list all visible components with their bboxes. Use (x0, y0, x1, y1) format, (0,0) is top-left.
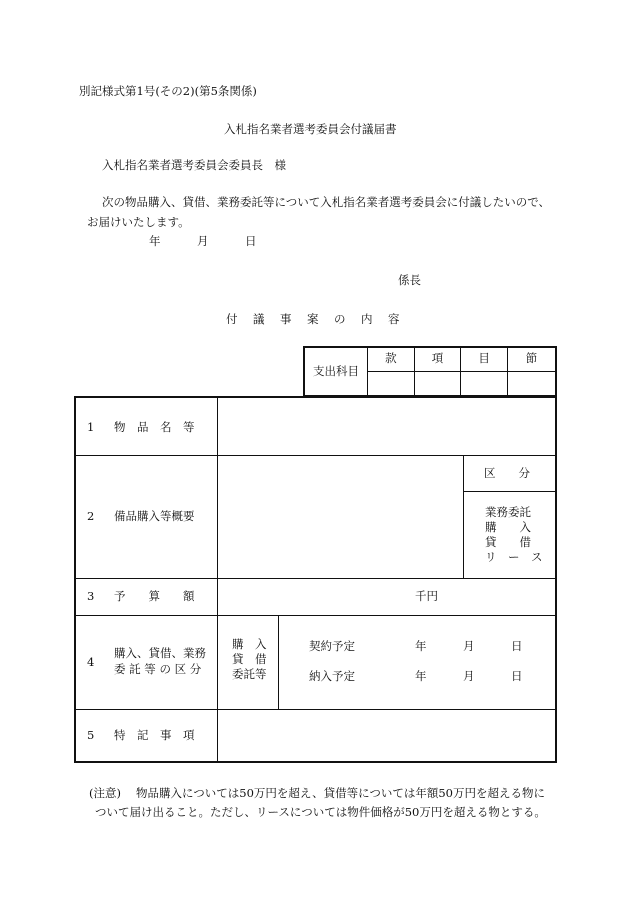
row4-number: 4 (87, 655, 95, 669)
type-lending: 貸 借 (232, 652, 267, 666)
kubun-option-outsourcing: 業務委託 (485, 505, 531, 519)
row3-input[interactable] (218, 579, 555, 615)
delivery-year[interactable]: 年 (415, 669, 427, 683)
row4-label-line2: 委 託 等 の 区 分 (114, 662, 202, 676)
kubun-option-lending: 貸 借 (485, 535, 531, 549)
row2-number: 2 (87, 509, 95, 523)
row2-label: 備品購入等概要 (114, 509, 195, 523)
row5-label: 特 記 事 項 (114, 728, 195, 742)
expense-col-kou: 項 (414, 347, 461, 371)
contract-month[interactable]: 月 (463, 639, 475, 653)
row1-input[interactable] (218, 398, 555, 455)
expense-label: 支出科目 (304, 347, 368, 396)
row3-label: 予 算 額 (114, 589, 195, 603)
expense-cell-kou[interactable] (414, 371, 461, 396)
expense-cell-moku[interactable] (461, 371, 508, 396)
date-day: 日 (245, 234, 257, 248)
contract-day[interactable]: 日 (511, 639, 523, 653)
kubun-option-purchase: 購 入 (485, 520, 531, 534)
section-title: 付 議 事 案 の 内 容 (226, 312, 402, 326)
note-line2: ついて届け出ること。ただし、リースについては物件価格が50万円を超える物とする。 (95, 805, 546, 819)
main-form-table (74, 396, 557, 763)
budget-unit: 千円 (415, 589, 438, 603)
row1-label: 物 品 名 等 (114, 420, 195, 434)
row2-input[interactable] (218, 456, 463, 578)
body-text-line2: お届けいたします。 (87, 215, 190, 229)
delivery-day[interactable]: 日 (511, 669, 523, 683)
date-year: 年 (149, 234, 161, 248)
delivery-month[interactable]: 月 (463, 669, 475, 683)
row3-number: 3 (87, 589, 95, 603)
row1-number: 1 (87, 420, 95, 434)
note-label: (注意) (89, 786, 121, 800)
body-text-line1: 次の物品購入、貸借、業務委託等について入札指名業者選考委員会に付議したいので、 (102, 195, 551, 209)
expense-table (303, 346, 557, 397)
document-title: 入札指名業者選考委員会付議届書 (224, 122, 397, 136)
contract-year[interactable]: 年 (415, 639, 427, 653)
note-line1: 物品購入については50万円を超え、貸借等については年額50万円を超える物に (136, 786, 545, 800)
contract-date-label: 契約予定 (309, 639, 355, 653)
expense-cell-kan[interactable] (368, 371, 415, 396)
row4-label-line1: 購入、貸借、業務 (114, 646, 206, 660)
signer-title: 係長 (398, 273, 421, 287)
row5-input[interactable] (218, 710, 555, 761)
row5-number: 5 (87, 728, 95, 742)
kubun-header: 区 分 (484, 466, 530, 480)
addressee: 入札指名業者選考委員会委員長 様 (102, 158, 286, 172)
type-outsourcing: 委託等 (232, 667, 267, 681)
kubun-option-lease: リ ー ス (485, 550, 543, 564)
expense-col-kan: 款 (368, 347, 415, 371)
expense-col-setsu: 節 (507, 347, 556, 371)
expense-cell-setsu[interactable] (507, 371, 556, 396)
type-purchase: 購 入 (232, 637, 267, 651)
form-reference: 別記様式第1号(その2)(第5条関係) (79, 84, 257, 98)
delivery-date-label: 納入予定 (309, 669, 355, 683)
expense-col-moku: 目 (461, 347, 508, 371)
date-month: 月 (197, 234, 209, 248)
